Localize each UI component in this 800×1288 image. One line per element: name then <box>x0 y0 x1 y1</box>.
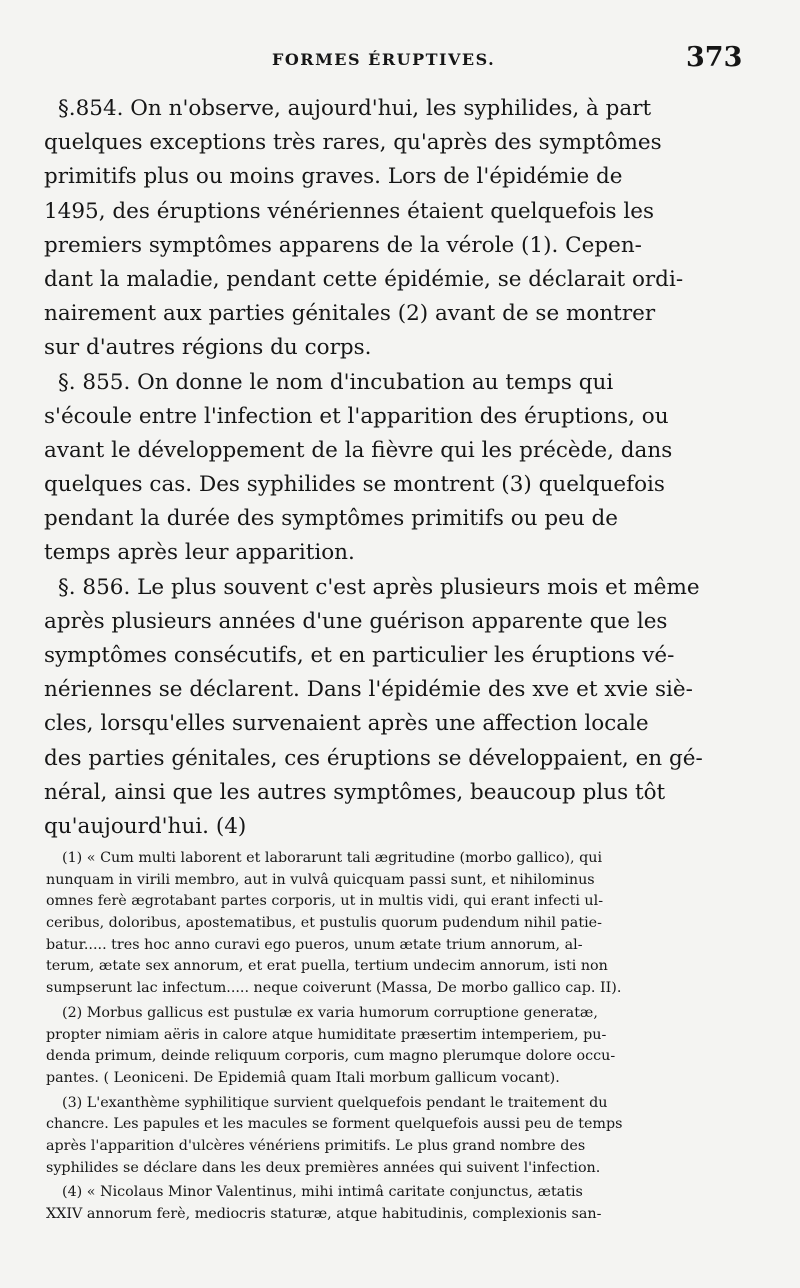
text-line: dant la maladie, pendant cette épidémie, se déclarait ordi- <box>44 266 684 292</box>
text-line: symptômes consécutifs, et en particulier les éruptions vé- <box>44 643 675 668</box>
text-line: §.854. On n'observe, aujourd'hui, les syphilides, à part <box>58 96 652 121</box>
footnote-line: omnes ferè ægrotabant partes corporis, ut in multis vidi, qui erant infecti ul- <box>46 893 604 910</box>
text-line: nériennes se déclarent. Dans l'épidémie des xve et xvie siè- <box>44 677 693 703</box>
text-line: §. 855. On donne le nom d'incubation au temps qui <box>58 369 614 395</box>
text-line: avant le développement de la fièvre qui les précède, dans <box>44 437 673 463</box>
footnote-line: terum, ætate sex annorum, et erat puella, tertium undecim annorum, isti non <box>46 958 608 975</box>
text-line: néral, ainsi que les autres symptômes, beaucoup plus tôt <box>44 779 666 805</box>
text-line: quelques cas. Des syphilides se montrent (3) quelquefois <box>44 472 665 498</box>
footnote-line: propter nimiam aëris in calore atque humiditate præsertim intemperiem, pu- <box>46 1026 607 1043</box>
footnote-line: (3) L'exanthème syphilitique survient quelquefois pendant le traitement du <box>62 1094 608 1111</box>
footnote-line: syphilides se déclare dans les deux premières années qui suivent l'infection. <box>46 1159 601 1176</box>
text-line: §. 856. Le plus souvent c'est après plusieurs mois et même <box>58 574 700 600</box>
footnote-line: batur..... tres hoc anno curavi ego pueros, unum ætate trium annorum, al- <box>46 936 583 953</box>
footnotes <box>46 848 758 1226</box>
main-text <box>44 92 758 844</box>
text-line: des parties génitales, ces éruptions se développaient, en gé- <box>44 745 703 771</box>
running-title: FORMES ÉRUPTIVES. <box>272 50 496 69</box>
footnote-line: denda primum, deinde reliquum corporis, cum magno plerumque dolore occu- <box>46 1048 616 1065</box>
text-line: nairement aux parties génitales (2) avant de se montrer <box>44 301 656 327</box>
text-line: premiers symptômes apparens de la vérole (1). Cepen- <box>44 232 642 258</box>
text-line: 1495, des éruptions vénériennes étaient quelquefois les <box>44 198 655 224</box>
footnote-line: (4) « Nicolaus Minor Valentinus, mihi intimâ caritate conjunctus, ætatis <box>62 1184 583 1201</box>
text-line: cles, lorsqu'elles survenaient après une affection locale <box>44 711 649 737</box>
page-number: 373 <box>686 42 743 73</box>
footnote-line: nunquam in virili membro, aut in vulvâ quicquam passi sunt, et nihilominus <box>46 871 595 888</box>
footnote-line: chancre. Les papules et les macules se forment quelquefois aussi peu de temps <box>46 1116 623 1133</box>
text-line: s'écoule entre l'infection et l'apparition des éruptions, ou <box>44 403 669 429</box>
text-line: sur d'autres régions du corps. <box>44 335 372 361</box>
text-line: qu'aujourd'hui. (4) <box>44 813 247 839</box>
text-line: temps après leur apparition. <box>44 540 355 566</box>
footnote-line: XXIV annorum ferè, mediocris staturæ, atque habitudinis, complexionis san- <box>46 1206 602 1222</box>
text-line: après plusieurs années d'une guérison apparente que les <box>44 608 668 634</box>
footnote-line: (2) Morbus gallicus est pustulæ ex varia humorum corruptione generatæ, <box>62 1004 598 1021</box>
footnote-line: après l'apparition d'ulcères vénériens primitifs. Le plus grand nombre des <box>46 1137 586 1154</box>
footnote-line: (1) « Cum multi laborent et laborarunt tali ægritudine (morbo gallico), qui <box>62 850 603 866</box>
footnote-line: sumpserunt lac infectum..... neque coiverunt (Massa, De morbo gallico cap. II). <box>46 980 622 997</box>
page-header <box>0 40 800 90</box>
footnote-line: ceribus, doloribus, apostematibus, et pustulis quorum pudendum nihil patie- <box>46 915 602 932</box>
text-line: quelques exceptions très rares, qu'après des symptômes <box>44 130 662 156</box>
footnote-line: pantes. ( Leoniceni. De Epidemiâ quam Itali morbum gallicum vocant). <box>46 1069 560 1086</box>
text-line: primitifs plus ou moins graves. Lors de l'épidémie de <box>44 164 623 190</box>
text-line: pendant la durée des symptômes primitifs ou peu de <box>44 506 618 532</box>
